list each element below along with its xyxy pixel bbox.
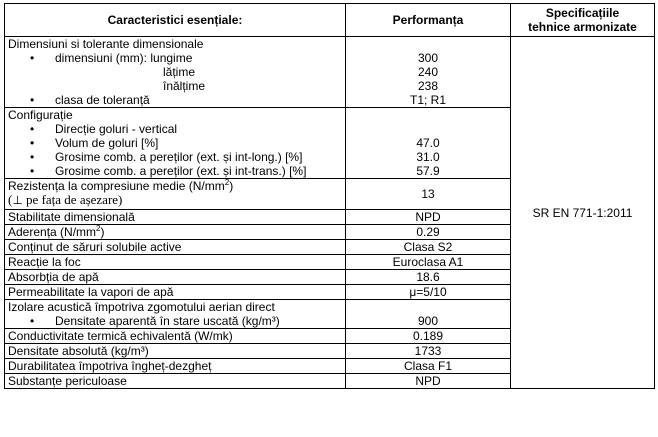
header-performance: Performanța — [346, 4, 511, 37]
configuration-values — [346, 108, 511, 179]
compression-cell — [5, 179, 346, 210]
hazard-label: Substanțe periculoase — [5, 374, 346, 389]
fire-value: Euroclasa A1 — [346, 255, 511, 270]
adherence-value: 0.29 — [346, 225, 511, 240]
config-item-direction: • Direcție goluri - vertical — [8, 122, 342, 136]
width-label: lățime — [163, 65, 196, 79]
acoustic-value: 900 — [417, 314, 439, 328]
header-spec-line1: Specificațiile — [545, 6, 620, 20]
perpendicular-icon: ⊥ — [12, 193, 23, 207]
header-spec-line2: tehnice armonizate — [528, 20, 637, 34]
vapor-value: μ=5/10 — [346, 285, 511, 300]
config-item-wall-long: • Grosime comb. a pereților (ext. și int-long.) [%] — [8, 150, 342, 164]
standard-cell: SR EN 771-1:2011 — [511, 37, 655, 389]
acoustic-item: • Densitate aparentă în stare uscată (kg/m³) — [8, 314, 342, 328]
header-characteristics: Caracteristici esențiale: — [5, 4, 346, 37]
header-specifications — [511, 4, 655, 37]
density-value: 1733 — [346, 344, 511, 359]
table-row-dimensions — [5, 37, 655, 108]
configuration-cell — [5, 108, 346, 179]
tolerance-label: • clasa de toleranță — [8, 93, 342, 107]
height-value: 238 — [417, 79, 439, 93]
height-label: înălțime — [163, 79, 206, 93]
compression-sub: (⊥ pe fața de așezare) — [8, 192, 123, 207]
stability-label: Stabilitate dimensională — [5, 210, 346, 225]
thermal-value: 0.189 — [346, 329, 511, 344]
compression-value: 13 — [346, 179, 511, 210]
freeze-label: Durabilitatea împotriva îngheț-dezgheț — [5, 359, 346, 374]
fire-label: Reacție la foc — [5, 255, 346, 270]
configuration-title: Configurație — [8, 108, 73, 122]
config-value-wall-long: 31.0 — [416, 150, 440, 164]
dimensions-label: • dimensiuni (mm): lungime — [8, 51, 342, 65]
salts-value: Clasa S2 — [346, 240, 511, 255]
dimensions-cell — [5, 37, 346, 108]
thermal-label: Conductivitate termică echivalentă (W/mk) — [5, 329, 346, 344]
vapor-label: Permeabilitate la vapori de apă — [5, 285, 346, 300]
tolerance-value: T1; R1 — [409, 93, 446, 107]
config-item-void-volume: • Volum de goluri [%] — [8, 136, 342, 150]
acoustic-title: Izolare acustică împotriva zgomotului aerian direct — [8, 300, 275, 314]
config-value-wall-trans: 57.9 — [416, 164, 440, 178]
density-label: Densitate absolută (kg/m³) — [5, 344, 346, 359]
hazard-value: NPD — [346, 374, 511, 389]
width-value: 240 — [417, 65, 439, 79]
dimensions-title: Dimensiuni si tolerante dimensionale — [8, 37, 204, 51]
freeze-value: Clasa F1 — [346, 359, 511, 374]
dimensions-values — [346, 37, 511, 108]
water-label: Absorbția de apă — [5, 270, 346, 285]
adherence-label: Aderența $(N/mm^2)$ — [5, 225, 346, 240]
salts-label: Conținut de săruri solubile active — [5, 240, 346, 255]
stability-value: NPD — [346, 210, 511, 225]
acoustic-values — [346, 300, 511, 329]
water-value: 18.6 — [346, 270, 511, 285]
compression-label: Rezistența la compresiune medie $(N/mm^2)$ — [8, 178, 234, 193]
length-value: 300 — [417, 51, 439, 65]
acoustic-cell — [5, 300, 346, 329]
config-value-void-volume: 47.0 — [416, 136, 440, 150]
characteristics-table — [4, 3, 655, 389]
config-item-wall-trans: • Grosime comb. a pereților (ext. și int-trans.) [%] — [8, 164, 342, 178]
config-value-direction — [349, 122, 507, 136]
header-row — [5, 4, 655, 37]
